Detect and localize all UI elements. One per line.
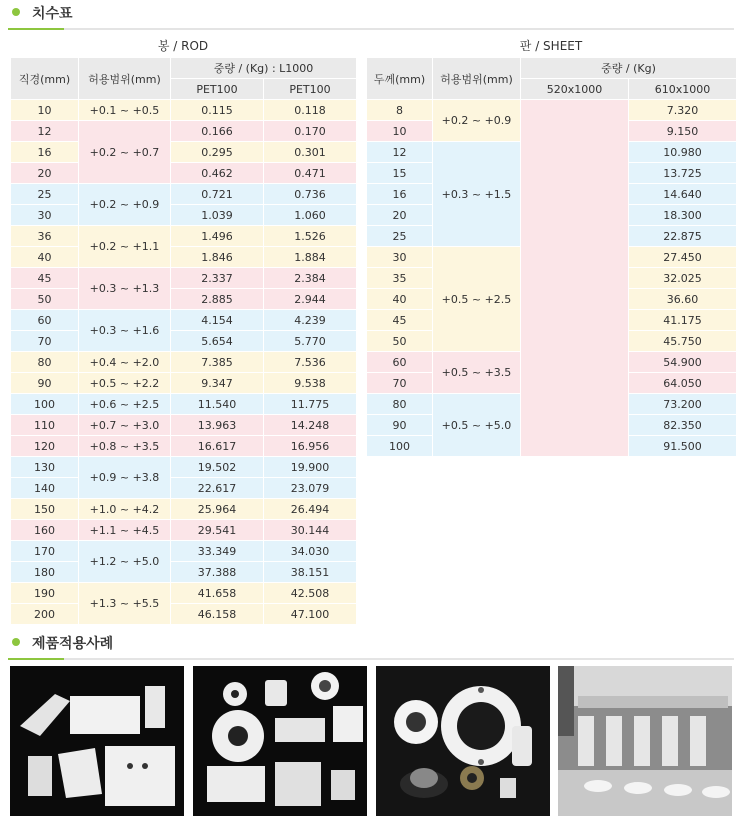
photo-machined-parts-1: [10, 666, 184, 816]
cell-diameter: 190: [11, 583, 79, 604]
cell-thickness: 40: [367, 289, 433, 310]
cell-weight-pet100-a: 46.158: [171, 604, 264, 625]
cell-weight-pet100-a: 22.617: [171, 478, 264, 499]
cell-tolerance: +0.5 ~ +2.2: [79, 373, 171, 394]
cell-weight-pet100-a: 7.385: [171, 352, 264, 373]
table-row: [11, 289, 357, 310]
header-pet100-a: PET100: [171, 79, 264, 100]
table-row: [11, 163, 357, 184]
cell-thickness: 8: [367, 100, 433, 121]
cell-weight-pet100-a: 9.347: [171, 373, 264, 394]
cell-diameter: 45: [11, 268, 79, 289]
header-weight: 중량 / (Kg): [521, 58, 737, 79]
cell-tolerance: +1.1 ~ +4.5: [79, 520, 171, 541]
cell-tolerance: +0.2 ~ +0.9: [433, 100, 521, 142]
cell-diameter: 180: [11, 562, 79, 583]
cell-weight-pet100-a: 13.963: [171, 415, 264, 436]
cell-weight-610x1000: 64.050: [629, 373, 737, 394]
table-row: [367, 100, 737, 121]
cell-tolerance: +0.2 ~ +0.7: [79, 121, 171, 184]
cell-weight-pet100-a: 16.617: [171, 436, 264, 457]
application-photos: [10, 666, 738, 816]
cell-weight-pet100-a: 29.541: [171, 520, 264, 541]
cell-weight-pet100-b: 7.536: [264, 352, 357, 373]
cell-weight-610x1000: 13.725: [629, 163, 737, 184]
cell-weight-pet100-a: 1.496: [171, 226, 264, 247]
cell-weight-pet100-b: 9.538: [264, 373, 357, 394]
cell-weight-pet100-a: 33.349: [171, 541, 264, 562]
cell-weight-pet100-a: 1.039: [171, 205, 264, 226]
cell-weight-pet100-b: 11.775: [264, 394, 357, 415]
header-pet100-b: PET100: [264, 79, 357, 100]
table-row: [11, 520, 357, 541]
cell-diameter: 50: [11, 289, 79, 310]
cell-weight-pet100-a: 19.502: [171, 457, 264, 478]
cell-weight-610x1000: 9.150: [629, 121, 737, 142]
rod-caption: 봉 / ROD: [157, 39, 209, 53]
cell-diameter: 12: [11, 121, 79, 142]
cell-weight-pet100-a: 2.885: [171, 289, 264, 310]
cell-weight-pet100-b: 1.884: [264, 247, 357, 268]
sheet-caption: 판 / SHEET: [519, 39, 583, 53]
bullet-icon: [12, 8, 20, 16]
rod-table: [10, 57, 357, 625]
cell-diameter: 110: [11, 415, 79, 436]
table-row: [11, 478, 357, 499]
cell-weight-pet100-a: 11.540: [171, 394, 264, 415]
photo-machined-parts-2: [193, 666, 367, 816]
cell-tolerance: +1.3 ~ +5.5: [79, 583, 171, 625]
cell-weight-pet100-b: 47.100: [264, 604, 357, 625]
table-row: [11, 352, 357, 373]
cell-tolerance: +0.5 ~ +3.5: [433, 352, 521, 394]
section-title: 치수표: [32, 6, 73, 22]
cell-weight-pet100-b: 19.900: [264, 457, 357, 478]
cell-diameter: 30: [11, 205, 79, 226]
cell-diameter: 90: [11, 373, 79, 394]
cell-tolerance: +0.7 ~ +3.0: [79, 415, 171, 436]
cell-weight-pet100-b: 2.384: [264, 268, 357, 289]
cell-weight-610x1000: 10.980: [629, 142, 737, 163]
cell-weight-pet100-a: 41.658: [171, 583, 264, 604]
cell-weight-pet100-a: 2.337: [171, 268, 264, 289]
cell-tolerance: +0.2 ~ +1.1: [79, 226, 171, 268]
cell-weight-pet100-b: 16.956: [264, 436, 357, 457]
cell-diameter: 10: [11, 100, 79, 121]
table-row: [11, 142, 357, 163]
cell-weight-pet100-a: 0.462: [171, 163, 264, 184]
cell-weight-pet100-a: 25.964: [171, 499, 264, 520]
cell-weight-610x1000: 45.750: [629, 331, 737, 352]
cell-thickness: 12: [367, 142, 433, 163]
cell-thickness: 100: [367, 436, 433, 457]
header-520x1000: 520x1000: [521, 79, 629, 100]
cell-diameter: 140: [11, 478, 79, 499]
table-row: [11, 541, 357, 562]
cell-diameter: 130: [11, 457, 79, 478]
cell-weight-520x1000: [521, 100, 629, 457]
cell-weight-pet100-b: 30.144: [264, 520, 357, 541]
cell-tolerance: +0.3 ~ +1.5: [433, 142, 521, 247]
cell-weight-610x1000: 7.320: [629, 100, 737, 121]
table-row: [11, 331, 357, 352]
table-row: [11, 499, 357, 520]
header-thickness: 두께(mm): [367, 58, 433, 100]
section-header-dimensions: [8, 2, 734, 30]
cell-weight-610x1000: 18.300: [629, 205, 737, 226]
table-row: [11, 373, 357, 394]
cell-weight-pet100-b: 0.736: [264, 184, 357, 205]
cell-weight-pet100-a: 0.115: [171, 100, 264, 121]
cell-weight-pet100-a: 0.721: [171, 184, 264, 205]
table-row: [11, 604, 357, 625]
cell-diameter: 25: [11, 184, 79, 205]
cell-tolerance: +0.2 ~ +0.9: [79, 184, 171, 226]
cell-weight-pet100-b: 26.494: [264, 499, 357, 520]
cell-weight-pet100-b: 0.170: [264, 121, 357, 142]
cell-thickness: 15: [367, 163, 433, 184]
table-row: [11, 205, 357, 226]
cell-diameter: 200: [11, 604, 79, 625]
cell-weight-610x1000: 14.640: [629, 184, 737, 205]
cell-diameter: 36: [11, 226, 79, 247]
cell-weight-pet100-b: 4.239: [264, 310, 357, 331]
cell-thickness: 20: [367, 205, 433, 226]
cell-weight-pet100-a: 0.166: [171, 121, 264, 142]
cell-diameter: 20: [11, 163, 79, 184]
cell-weight-610x1000: 82.350: [629, 415, 737, 436]
table-row: [11, 583, 357, 604]
cell-diameter: 60: [11, 310, 79, 331]
cell-diameter: 70: [11, 331, 79, 352]
cell-thickness: 60: [367, 352, 433, 373]
cell-weight-pet100-b: 34.030: [264, 541, 357, 562]
cell-weight-pet100-a: 1.846: [171, 247, 264, 268]
bullet-icon: [12, 638, 20, 646]
cell-tolerance: +0.5 ~ +5.0: [433, 394, 521, 457]
cell-weight-610x1000: 73.200: [629, 394, 737, 415]
cell-tolerance: +1.2 ~ +5.0: [79, 541, 171, 583]
cell-thickness: 90: [367, 415, 433, 436]
section-header-applications: [8, 632, 734, 660]
cell-weight-pet100-b: 0.471: [264, 163, 357, 184]
table-row: [11, 394, 357, 415]
cell-weight-pet100-b: 38.151: [264, 562, 357, 583]
cell-weight-610x1000: 41.175: [629, 310, 737, 331]
cell-thickness: 50: [367, 331, 433, 352]
cell-tolerance: +0.4 ~ +2.0: [79, 352, 171, 373]
cell-diameter: 150: [11, 499, 79, 520]
cell-weight-pet100-b: 42.508: [264, 583, 357, 604]
cell-diameter: 16: [11, 142, 79, 163]
table-row: [11, 100, 357, 121]
cell-diameter: 100: [11, 394, 79, 415]
cell-thickness: 80: [367, 394, 433, 415]
cell-weight-pet100-b: 1.526: [264, 226, 357, 247]
table-row: [11, 415, 357, 436]
cell-thickness: 25: [367, 226, 433, 247]
header-tolerance: 허용범위(mm): [79, 58, 171, 100]
cell-weight-pet100-b: 23.079: [264, 478, 357, 499]
cell-diameter: 170: [11, 541, 79, 562]
table-row: [11, 247, 357, 268]
cell-weight-pet100-a: 5.654: [171, 331, 264, 352]
sheet-table: [366, 57, 737, 457]
header-weight: 중량 / (Kg) : L1000: [171, 58, 357, 79]
cell-weight-pet100-a: 0.295: [171, 142, 264, 163]
table-row: [11, 268, 357, 289]
cell-weight-610x1000: 32.025: [629, 268, 737, 289]
section-title: 제품적용사례: [32, 636, 114, 652]
photo-machine-application: [558, 666, 732, 816]
table-row: [11, 310, 357, 331]
cell-weight-pet100-b: 2.944: [264, 289, 357, 310]
cell-tolerance: +1.0 ~ +4.2: [79, 499, 171, 520]
cell-diameter: 160: [11, 520, 79, 541]
cell-tolerance: +0.6 ~ +2.5: [79, 394, 171, 415]
table-row: [11, 562, 357, 583]
cell-weight-610x1000: 36.60: [629, 289, 737, 310]
cell-weight-610x1000: 91.500: [629, 436, 737, 457]
cell-thickness: 35: [367, 268, 433, 289]
cell-tolerance: +0.9 ~ +3.8: [79, 457, 171, 499]
header-610x1000: 610x1000: [629, 79, 737, 100]
cell-diameter: 80: [11, 352, 79, 373]
cell-thickness: 45: [367, 310, 433, 331]
cell-tolerance: +0.3 ~ +1.6: [79, 310, 171, 352]
cell-weight-610x1000: 27.450: [629, 247, 737, 268]
cell-weight-pet100-b: 5.770: [264, 331, 357, 352]
cell-tolerance: +0.5 ~ +2.5: [433, 247, 521, 352]
table-row: [11, 121, 357, 142]
cell-tolerance: +0.1 ~ +0.5: [79, 100, 171, 121]
cell-tolerance: +0.8 ~ +3.5: [79, 436, 171, 457]
cell-weight-pet100-b: 14.248: [264, 415, 357, 436]
header-diameter: 직경(mm): [11, 58, 79, 100]
table-row: [11, 457, 357, 478]
cell-tolerance: +0.3 ~ +1.3: [79, 268, 171, 310]
cell-weight-610x1000: 22.875: [629, 226, 737, 247]
table-row: [11, 226, 357, 247]
table-row: [11, 436, 357, 457]
cell-weight-610x1000: 54.900: [629, 352, 737, 373]
cell-weight-pet100-a: 37.388: [171, 562, 264, 583]
cell-weight-pet100-b: 0.118: [264, 100, 357, 121]
cell-thickness: 70: [367, 373, 433, 394]
photo-machined-parts-3: [376, 666, 550, 816]
header-tolerance: 허용범위(mm): [433, 58, 521, 100]
cell-thickness: 30: [367, 247, 433, 268]
cell-weight-pet100-b: 0.301: [264, 142, 357, 163]
table-row: [11, 184, 357, 205]
cell-weight-pet100-b: 1.060: [264, 205, 357, 226]
cell-diameter: 120: [11, 436, 79, 457]
cell-diameter: 40: [11, 247, 79, 268]
cell-thickness: 10: [367, 121, 433, 142]
cell-thickness: 16: [367, 184, 433, 205]
cell-weight-pet100-a: 4.154: [171, 310, 264, 331]
